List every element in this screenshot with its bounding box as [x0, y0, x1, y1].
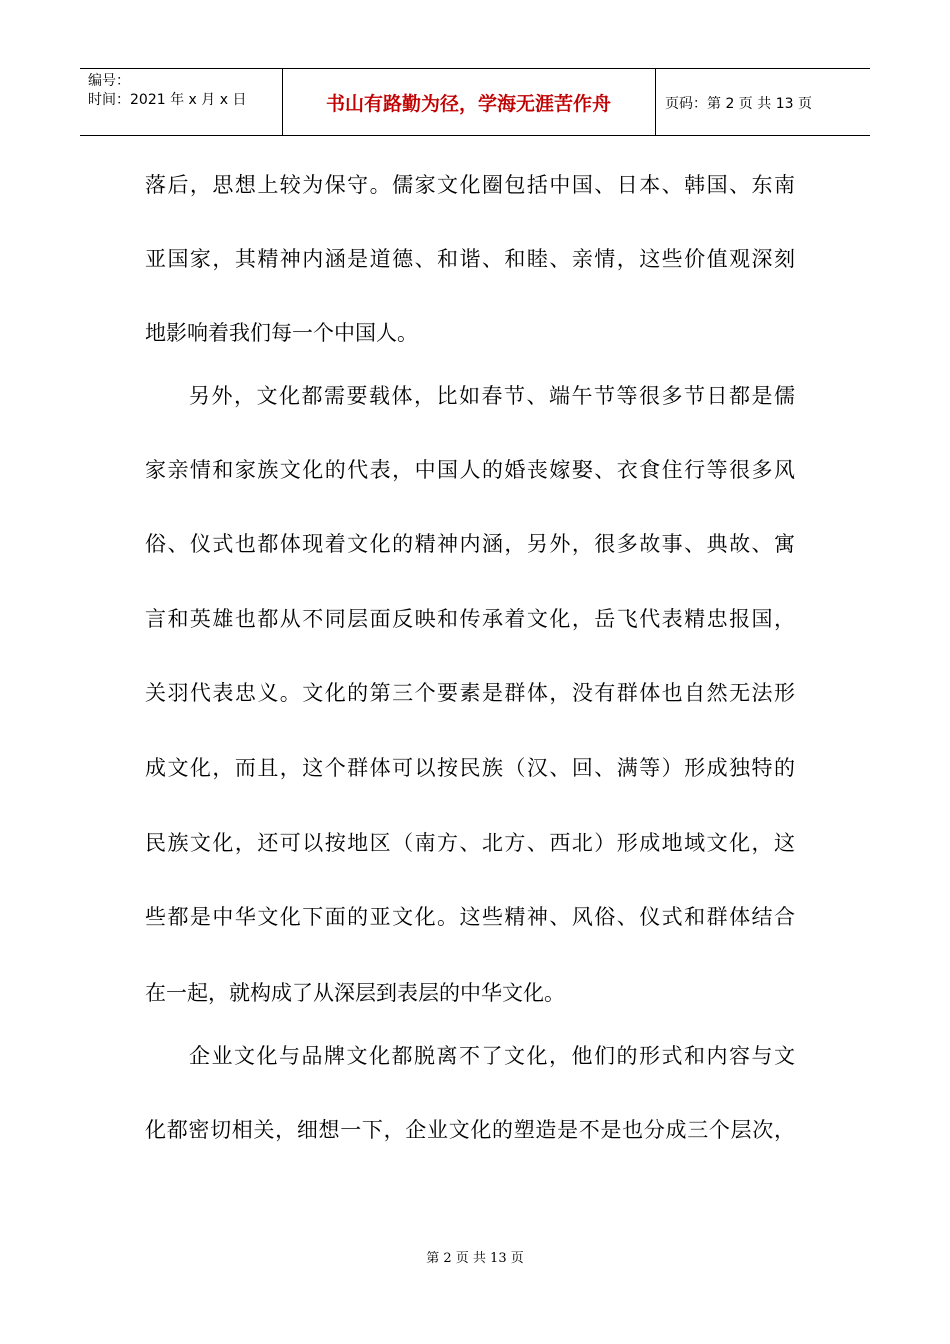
header-page-info: 页码：第 2 页 共 13 页 [665, 96, 812, 112]
header-page-cell [655, 69, 870, 135]
body-line: 地影响着我们每一个中国人。 [145, 321, 418, 345]
body-line: 化都密切相关，细想一下，企业文化的塑造是不是也分成三个层次， [145, 1118, 795, 1142]
page-footer: 第 2 页 共 13 页 [426, 1251, 524, 1266]
body-line: 俗、仪式也都体现着文化的精神内涵，另外，很多故事、典故、寓 [145, 532, 795, 556]
header-motto-cell [282, 69, 656, 135]
body-line: 落后，思想上较为保守。儒家文化圈包括中国、日本、韩国、东南 [145, 173, 795, 197]
body-line: 言和英雄也都从不同层面反映和传承着文化，岳飞代表精忠报国， [145, 607, 795, 631]
body-line: 关羽代表忠义。文化的第三个要素是群体，没有群体也自然无法形 [145, 681, 795, 705]
body-line: 企业文化与品牌文化都脱离不了文化，他们的形式和内容与文 [189, 1044, 795, 1068]
body-line: 家亲情和家族文化的代表，中国人的婚丧嫁娶、衣食住行等很多风 [145, 458, 795, 482]
body-line: 成文化，而且，这个群体可以按民族（汉、回、满等）形成独特的 [145, 756, 795, 780]
document-number-label: 编号： [88, 73, 130, 89]
document-header [80, 68, 870, 136]
document-time-label: 时间：2021 年 x 月 x 日 [88, 92, 247, 108]
body-line: 另外，文化都需要载体，比如春节、端午节等很多节日都是儒 [189, 384, 795, 408]
body-line: 在一起，就构成了从深层到表层的中华文化。 [145, 981, 565, 1005]
body-line: 民族文化，还可以按地区（南方、北方、西北）形成地域文化，这 [145, 831, 795, 855]
body-line: 亚国家，其精神内涵是道德、和谐、和睦、亲情，这些价值观深刻 [145, 247, 795, 271]
header-info-cell [80, 69, 283, 135]
header-motto: 书山有路勤为径，学海无涯苦作舟 [325, 93, 611, 115]
body-line: 些都是中华文化下面的亚文化。这些精神、风俗、仪式和群体结合 [145, 905, 795, 929]
